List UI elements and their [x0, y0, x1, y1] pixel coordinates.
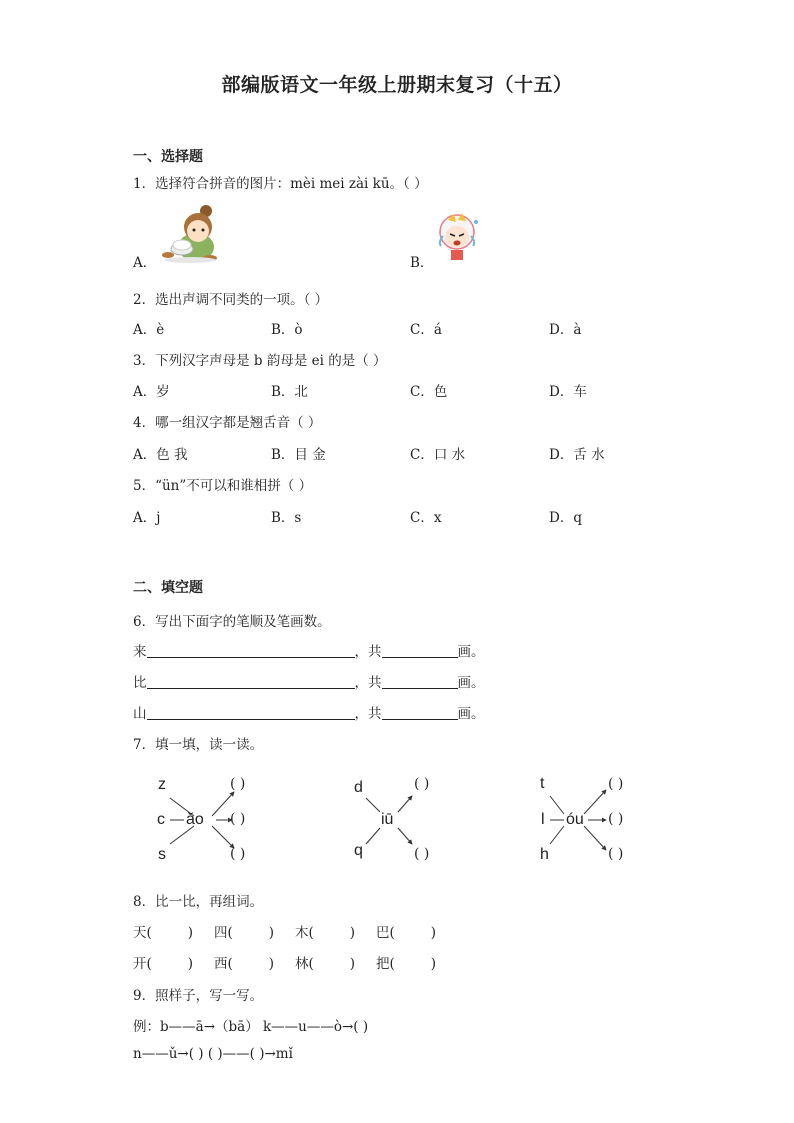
- compare-row-2: [376, 952, 436, 972]
- stroke-row-3: [133, 702, 485, 722]
- option-4b[interactable]: B．目 金: [271, 447, 326, 463]
- compare-row-2: [133, 952, 193, 972]
- option-4a[interactable]: A．色 我: [133, 447, 188, 463]
- option-2d[interactable]: D．à: [549, 322, 582, 338]
- compare-item: 开(: [133, 956, 152, 972]
- question-9-stem: 9．照样子，写一写。: [133, 988, 264, 1004]
- option-3b[interactable]: B．北: [271, 384, 308, 400]
- pinyin-diagram-2: [346, 772, 496, 868]
- compare-row-2: [295, 952, 355, 972]
- initial-q: q: [354, 842, 363, 859]
- example-line: 例：b——ā→（bā） k——u——ò→( ): [133, 1019, 369, 1035]
- compare-item: 天(: [133, 925, 152, 941]
- compare-item: 四(: [214, 925, 233, 941]
- final-ao: ǎo: [186, 811, 204, 828]
- compare-close: ): [349, 925, 356, 941]
- pinyin-diagram-3: [532, 772, 682, 868]
- option-1b[interactable]: B．: [410, 255, 434, 271]
- option-2b[interactable]: B．ò: [271, 322, 303, 338]
- option-4d[interactable]: D．舌 水: [549, 447, 605, 463]
- question-4-stem: 4．哪一组汉字都是翘舌音（ ）: [133, 415, 322, 431]
- compare-row-2: [214, 952, 274, 972]
- stroke-count-blank[interactable]: [382, 643, 458, 658]
- arrow-lines: [150, 772, 300, 868]
- compare-row-1: [295, 921, 355, 941]
- question-1-stem: 1．选择符合拼音的图片：mèi mei zài kū。（ ）: [133, 176, 428, 192]
- compare-item: 林(: [295, 956, 314, 972]
- answer-blank[interactable]: ( ): [414, 776, 430, 792]
- compare-close: ): [268, 925, 275, 941]
- compare-close: ): [268, 956, 275, 972]
- compare-close: ): [187, 925, 194, 941]
- answer-blank[interactable]: ( ): [414, 846, 430, 862]
- initial-h: h: [540, 846, 549, 863]
- exercise-line[interactable]: n——ǔ→( ) ( )——( )→mǐ: [133, 1046, 293, 1062]
- option-1a[interactable]: A．: [133, 255, 157, 271]
- answer-blank[interactable]: ( ): [608, 776, 624, 792]
- option-3d[interactable]: D．车: [549, 384, 587, 400]
- answer-blank[interactable]: ( ): [608, 811, 624, 827]
- option-5a[interactable]: A．j: [133, 510, 161, 526]
- stroke-row-1: [133, 640, 485, 660]
- option-5b[interactable]: B．s: [271, 510, 302, 526]
- stroke-count-blank[interactable]: [382, 705, 458, 720]
- compare-row-1: [133, 921, 193, 941]
- section-heading-choice: 一、选择题: [133, 149, 203, 165]
- question-2-stem: 2．选出声调不同类的一项。（ ）: [133, 292, 329, 308]
- option-5c[interactable]: C．x: [410, 510, 442, 526]
- initial-c: c: [157, 811, 165, 828]
- stroke-order-blank[interactable]: [147, 705, 355, 720]
- pinyin-diagram-1: [150, 772, 300, 868]
- arrow-lines: [532, 772, 682, 868]
- compare-item: 木(: [295, 925, 314, 941]
- compare-row-1: [214, 921, 274, 941]
- option-2c[interactable]: C．á: [410, 322, 442, 338]
- question-7-stem: 7．填一填，读一读。: [133, 737, 264, 753]
- total-label: ，共: [354, 675, 382, 691]
- stroke-char: 来: [133, 644, 147, 660]
- page-title: 部编版语文一年级上册期末复习（十五）: [221, 74, 573, 96]
- compare-row-1: [376, 921, 436, 941]
- stroke-char: 山: [133, 706, 147, 722]
- option-2a[interactable]: A．è: [133, 322, 165, 338]
- compare-item: 巴(: [376, 925, 395, 941]
- stroke-count-blank[interactable]: [382, 674, 458, 689]
- stroke-order-blank[interactable]: [147, 674, 355, 689]
- answer-blank[interactable]: ( ): [230, 776, 246, 792]
- option-3a[interactable]: A．岁: [133, 384, 170, 400]
- initial-s: s: [158, 846, 166, 863]
- stroke-unit: 画。: [457, 675, 485, 691]
- initial-d: d: [354, 779, 363, 796]
- section-heading-fill: 二、填空题: [133, 580, 203, 596]
- stroke-unit: 画。: [457, 706, 485, 722]
- compare-close: ): [349, 956, 356, 972]
- compare-item: 把(: [376, 956, 395, 972]
- question-8-stem: 8．比一比，再组词。: [133, 894, 264, 910]
- question-5-stem: 5．“ün”不可以和谁相拼（ ）: [133, 478, 313, 494]
- compare-item: 西(: [214, 956, 233, 972]
- option-3c[interactable]: C．色: [410, 384, 448, 400]
- crying-girl-icon: [432, 210, 482, 264]
- option-5d[interactable]: D．q: [549, 510, 582, 526]
- answer-blank[interactable]: ( ): [608, 846, 624, 862]
- stroke-unit: 画。: [457, 644, 485, 660]
- girl-eating-icon: [160, 203, 222, 263]
- answer-blank[interactable]: ( ): [230, 811, 246, 827]
- stroke-order-blank[interactable]: [147, 643, 355, 658]
- final-ou: óu: [566, 811, 584, 828]
- option-4c[interactable]: C．口 水: [410, 447, 466, 463]
- initial-z: z: [158, 776, 166, 793]
- initial-t: t: [540, 775, 545, 792]
- answer-blank[interactable]: ( ): [230, 846, 246, 862]
- question-6-stem: 6．写出下面字的笔顺及笔画数。: [133, 614, 331, 630]
- total-label: ，共: [354, 644, 382, 660]
- stroke-char: 比: [133, 675, 147, 691]
- compare-close: ): [430, 956, 437, 972]
- total-label: ，共: [354, 706, 382, 722]
- compare-close: ): [430, 925, 437, 941]
- final-iu: iū: [381, 811, 394, 828]
- initial-l: l: [541, 811, 545, 828]
- compare-close: ): [187, 956, 194, 972]
- question-3-stem: 3．下列汉字声母是 b 韵母是 ei 的是（ ）: [133, 353, 387, 369]
- stroke-row-2: [133, 671, 485, 691]
